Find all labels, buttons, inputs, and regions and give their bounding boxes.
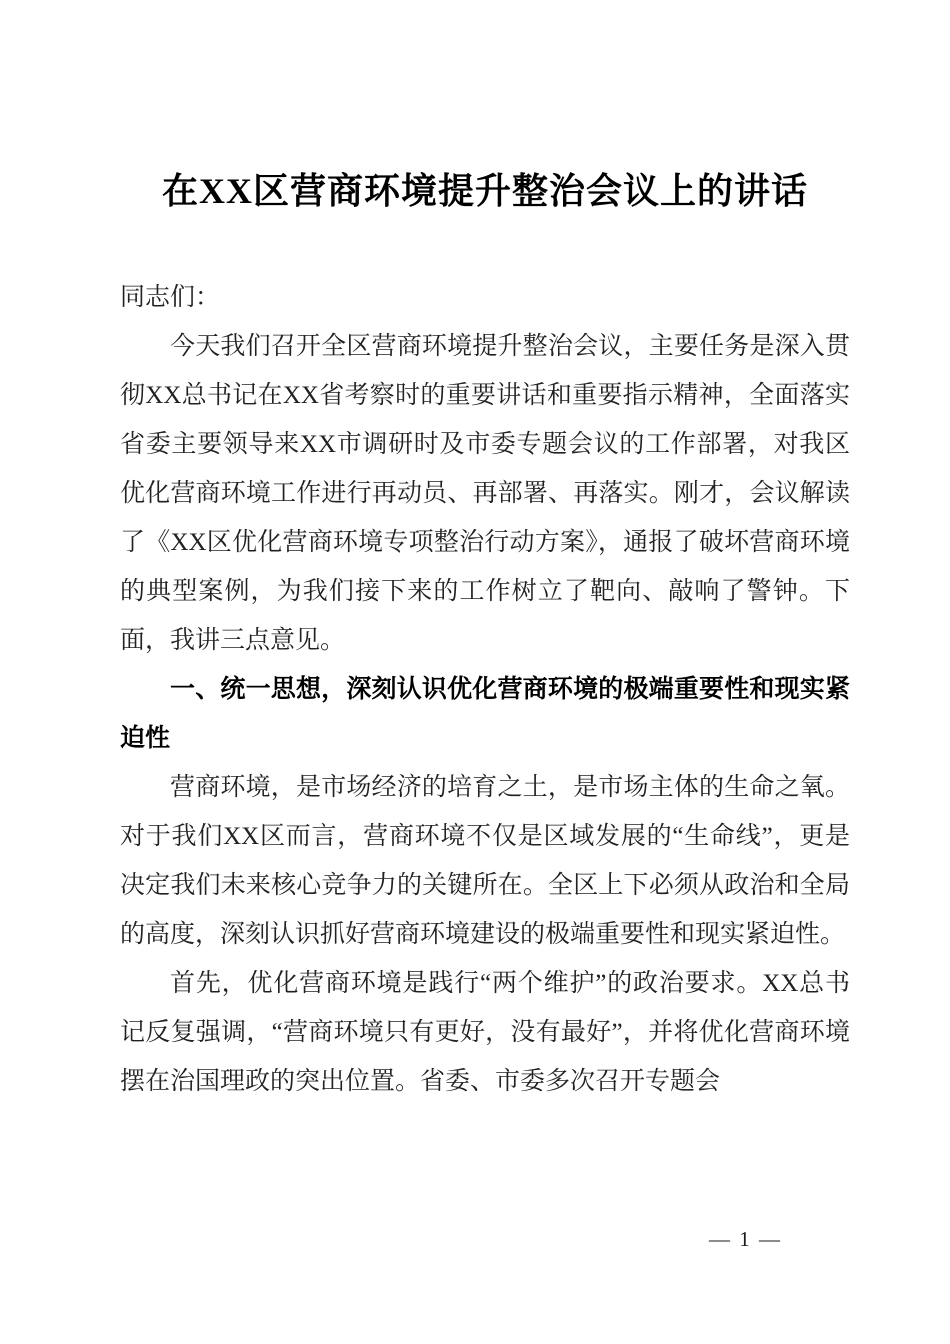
paragraph: 同志们： (120, 283, 221, 311)
paragraph: 首先，优化营商环境是践行“两个维护”的政治要求。XX总书记反复强调，“营商环境只有更好，没有最好”，并将优化营商环境摆在治国理政的突出位置。省委、市委多次召开专题会 (120, 969, 850, 1095)
paragraph: 今天我们召开全区营商环境提升整治会议，主要任务是深入贯彻XX总书记在XX省考察时的重要讲话和重要指示精神，全面落实省委主要领导来XX市调研时及市委专题会议的工作部署，对我区优化营商环境工作进行再动员、再部署、再落实。刚才，会议解读了《XX区优化营商环境专项整治行动方案》，通报了破坏营商环境的典型案例，为我们接下来的工作树立了靶向、敲响了警钟。下面，我讲三点意见。 (120, 332, 850, 654)
section-heading: 一、统一思想，深刻认识优化营商环境的极端重要性和现实紧迫性 (120, 675, 850, 752)
document-body (120, 273, 850, 1106)
page-number: — 1 — (709, 1227, 782, 1251)
document-title: 在XX区营商环境提升整治会议上的讲话 (162, 171, 808, 211)
paragraph: 营商环境，是市场经济的培育之土，是市场主体的生命之氧。对于我们XX区而言，营商环境不仅是区域发展的“生命线”，更是决定我们未来核心竞争力的关键所在。全区上下必须从政治和全局的高度，深刻认识抓好营商环境建设的极端重要性和现实紧迫性。 (120, 773, 850, 948)
